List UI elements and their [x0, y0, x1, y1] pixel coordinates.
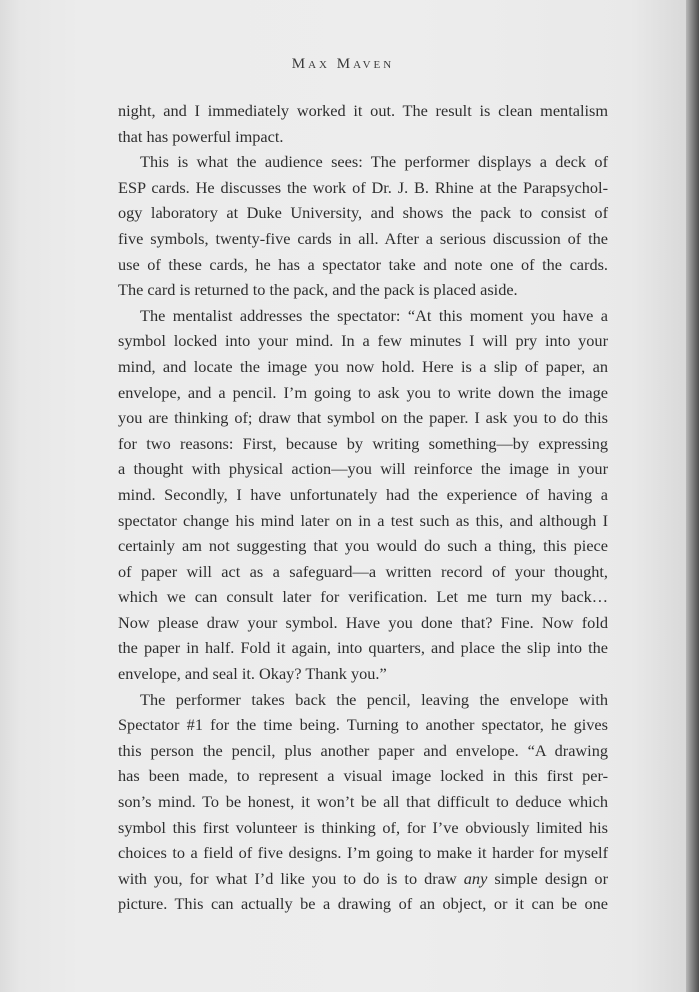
text-line: This is what the audience sees: The performer displays a deck of [140, 152, 608, 172]
text-line: mind. Secondly, I have unfortunately had the experience of having a [118, 484, 608, 504]
text-line: that has powerful impact. [118, 126, 284, 146]
text-line: Now please draw your symbol. Have you done that? Fine. Now fold [118, 612, 608, 632]
text-line: Spectator #1 for the time being. Turning to another spectator, he gives [118, 715, 608, 735]
text-fragment: simple design or [487, 868, 608, 888]
text-line: of paper will act as a safeguard—a written record of your thought, [118, 561, 608, 581]
paragraphs-container [118, 98, 608, 866]
paragraph [118, 98, 608, 149]
text-line: symbol this first volunteer is thinking of, for I’ve obviously limited his [118, 817, 608, 837]
text-line: spectator change his mind later on in a test such as this, and although I [118, 510, 608, 530]
text-line: has been made, to represent a visual image locked in this first per- [118, 766, 608, 786]
text-line: The performer takes back the pencil, leaving the envelope with [140, 689, 608, 709]
text-line: a thought with physical action—you will reinforce the image in your [118, 459, 608, 479]
text-line: certainly am not suggesting that you would do such a thing, this piece [118, 536, 608, 556]
text-line: choices to a field of five designs. I’m going to make it harder for myself [118, 843, 608, 863]
text-line: symbol locked into your mind. In a few minutes I will pry into your [118, 331, 608, 351]
text-line: The mentalist addresses the spectator: “At this moment you have a [140, 305, 608, 325]
text-line: this person the pencil, plus another paper and envelope. “A drawing [118, 740, 608, 760]
text-line: the paper in half. Fold it again, into quarters, and place the slip into the [118, 638, 608, 658]
text-line: envelope, and a pencil. I’m going to ask you to write down the image [118, 382, 608, 402]
text-line: which we can consult later for verification. Let me turn my back… [118, 587, 608, 607]
text-line: use of these cards, he has a spectator take and note one of the cards. [118, 254, 608, 274]
paragraph [118, 149, 608, 303]
text-line: for two reasons: First, because by writing something—by expressing [118, 433, 608, 453]
text-line: you are thinking of; draw that symbol on the paper. I ask you to do this [118, 408, 608, 428]
paragraph [118, 687, 608, 866]
text-line: five symbols, twenty-five cards in all. After a serious discussion of the [118, 228, 608, 248]
text-fragment: with you, for what I’d like you to do is to draw [118, 868, 464, 888]
text-line: night, and I immediately worked it out. The result is clean mentalism [118, 101, 608, 120]
running-head: Max Maven [291, 56, 395, 72]
page-edge-shadow [686, 0, 699, 992]
emphasized-word: any [463, 868, 488, 888]
text-line-emphasis [118, 866, 608, 892]
text-line: ogy laboratory at Duke University, and shows the pack to consist of [118, 203, 608, 223]
text-line: mind, and locate the image you now hold. Here is a slip of paper, an [118, 356, 608, 376]
text-line: son’s mind. To be honest, it won’t be all that difficult to deduce which [118, 792, 608, 812]
paragraph [118, 303, 608, 687]
text-line-final: picture. This can actually be a drawing of an object, or it can be one [118, 894, 608, 914]
text-line: envelope, and seal it. Okay? Thank you.” [118, 664, 387, 684]
body-text [118, 98, 608, 917]
text-line: The card is returned to the pack, and the pack is placed aside. [118, 280, 518, 300]
text-line: ESP cards. He discusses the work of Dr. J. B. Rhine at the Parapsychol- [118, 177, 608, 197]
